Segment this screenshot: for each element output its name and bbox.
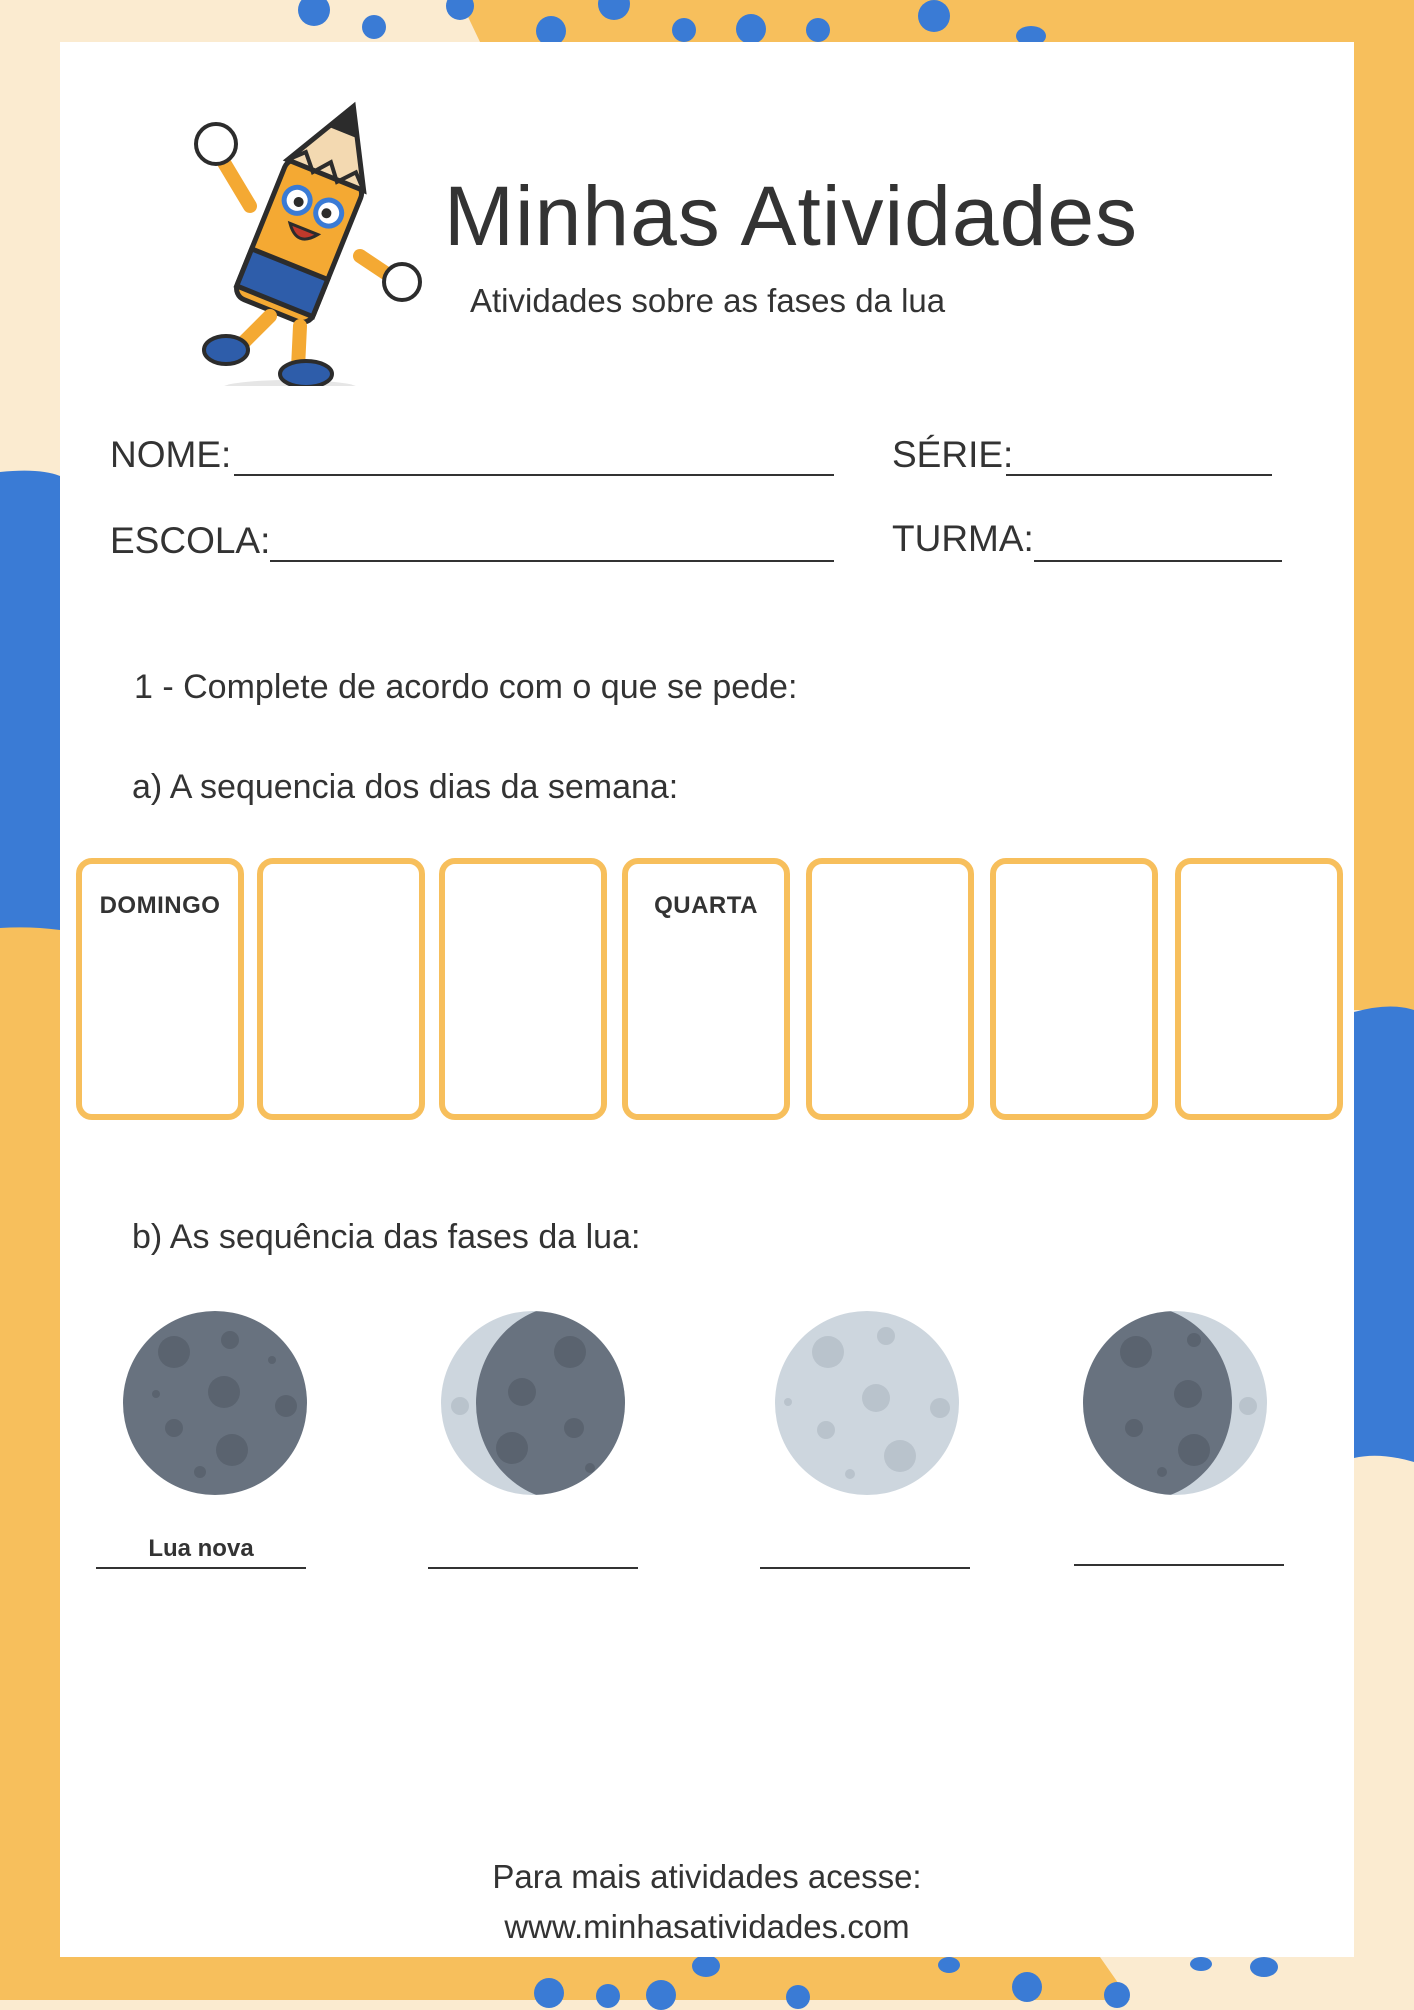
footer-link[interactable]: www.minhasatividades.com xyxy=(504,1908,910,1945)
footer-text: Para mais atividades acesse: xyxy=(492,1858,922,1895)
day-label: DOMINGO xyxy=(99,892,221,919)
day-box-7[interactable] xyxy=(1175,858,1343,1120)
day-box-4[interactable] xyxy=(622,858,790,1120)
orange-blob-bottom xyxy=(0,1957,1130,2000)
question-b: b) As sequência das fases da lua: xyxy=(132,1218,641,1256)
day-label: QUARTA xyxy=(654,892,758,919)
day-box-6[interactable] xyxy=(990,858,1158,1120)
dot xyxy=(1190,1957,1212,1971)
dot xyxy=(646,1980,676,2010)
dot xyxy=(786,1985,810,2009)
blue-blob-left xyxy=(0,471,60,930)
orange-blob-left xyxy=(0,920,60,1957)
dot xyxy=(672,18,696,42)
blue-blob-right xyxy=(1354,1006,1414,1462)
day-box-5[interactable] xyxy=(806,858,974,1120)
dot xyxy=(534,1978,564,2008)
serie-label: SÉRIE: xyxy=(892,434,1014,475)
escola-label: ESCOLA: xyxy=(110,520,271,561)
pencil-mascot-icon xyxy=(180,86,440,386)
day-box-2[interactable] xyxy=(257,858,425,1120)
day-box-1[interactable] xyxy=(76,858,244,1120)
dot xyxy=(806,18,830,42)
dot xyxy=(1250,1957,1278,1977)
moon-phase-answer-4[interactable] xyxy=(1074,1564,1284,1566)
full-moon-icon xyxy=(774,1310,960,1496)
dot xyxy=(1104,1982,1130,2008)
dot xyxy=(1012,1972,1042,2002)
dot xyxy=(938,1957,960,1973)
page-subtitle: Atividades sobre as fases da lua xyxy=(470,282,946,319)
phase-label: Lua nova xyxy=(148,1535,254,1562)
page-title: Minhas Atividades xyxy=(444,169,1139,263)
question-1: 1 - Complete de acordo com o que se pede: xyxy=(134,668,798,706)
new-moon-icon xyxy=(122,1310,308,1496)
waxing-moon-icon xyxy=(440,1310,626,1496)
question-a: a) A sequencia dos dias da semana: xyxy=(132,768,679,806)
waning-moon-icon xyxy=(1082,1310,1268,1496)
turma-field[interactable] xyxy=(1034,560,1282,562)
moon-phase-answer-1[interactable] xyxy=(96,1535,306,1569)
dot xyxy=(692,1955,720,1977)
moon-phase-answer-3[interactable] xyxy=(760,1567,970,1569)
worksheet-page xyxy=(60,42,1354,1957)
escola-field[interactable] xyxy=(270,560,834,562)
turma-label: TURMA: xyxy=(892,518,1034,559)
nome-label: NOME: xyxy=(110,434,232,475)
dot xyxy=(596,1984,620,2008)
dot xyxy=(736,14,766,44)
dot xyxy=(918,0,950,32)
nome-field[interactable] xyxy=(234,474,834,476)
moon-phase-answer-2[interactable] xyxy=(428,1567,638,1569)
dot xyxy=(362,15,386,39)
serie-field[interactable] xyxy=(1006,474,1272,476)
day-box-3[interactable] xyxy=(439,858,607,1120)
